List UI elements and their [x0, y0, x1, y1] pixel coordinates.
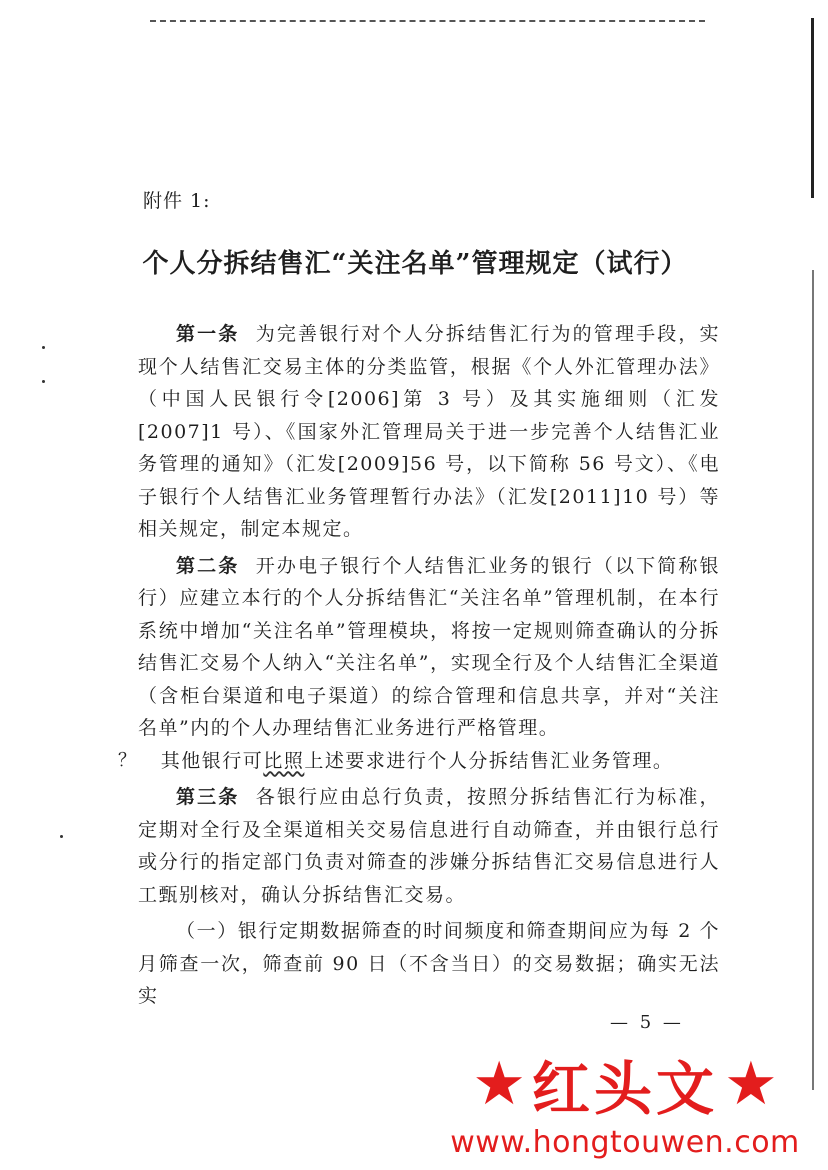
- scan-speck: [42, 380, 45, 383]
- supplement-text-post: 上述要求进行个人分拆结售汇业务管理。: [304, 749, 674, 772]
- article-3-item-1: [138, 915, 720, 1013]
- article-number: 第二条: [176, 554, 240, 577]
- watermark-text: 红头文: [531, 1055, 718, 1123]
- scan-speck: [42, 346, 45, 349]
- article-2-supplement: [118, 745, 720, 778]
- watermark-title: [430, 1045, 820, 1123]
- document-title: 个人分拆结售汇“关注名单”管理规定（试行）: [142, 249, 688, 279]
- attachment-label: 附件 1:: [143, 190, 211, 212]
- star-icon: ★: [472, 1049, 526, 1119]
- supplement-text-pre: 其他银行可: [160, 749, 264, 772]
- top-dashed-rule: [150, 20, 705, 22]
- article-text: 开办电子银行个人结售汇业务的银行（以下简称银行）应建立本行的个人分拆结售汇“关注名单”管理机制，在本行系统中增加“关注名单”管理模块，将按一定规则筛查确认的分拆结售汇交易个人纳入“关注名单”，实现全行及个人结售汇全渠道（含柜台渠道和电子渠道）的综合管理和信息共享，并对“关注名单”内的个人办理结售汇业务进行严格管理。: [138, 554, 720, 739]
- watermark: [430, 1045, 820, 1165]
- scan-edge-mark-lower: [812, 270, 814, 1090]
- star-icon: ★: [724, 1049, 778, 1119]
- wavy-underlined-text: 比照: [263, 749, 305, 772]
- article-text: 各银行应由总行负责，按照分拆结售汇行为标准，定期对全行及全渠道相关交易信息进行自动筛查，并由银行总行或分行的指定部门负责对筛查的涉嫌分拆结售汇交易信息进行人工甄别核对，确认分拆结售汇交易。: [138, 786, 720, 906]
- article-3: [138, 781, 720, 911]
- article-1: [138, 318, 720, 546]
- article-number: 第三条: [176, 786, 240, 808]
- scan-edge-mark: [811, 18, 814, 198]
- page-number: — 5 —: [610, 1012, 684, 1033]
- article-text: 为完善银行对个人分拆结售汇行为的管理手段，实现个人结售汇交易主体的分类监管，根据《个人外汇管理办法》（中国人民银行令[2006]第 3 号）及其实施细则（汇发[2007]1 号）、《国家外汇管理局关于进一步完善个人结售汇业务管理的通知》（汇发[2009]56 号，以下简称 56 号文）、《电子银行个人结售汇业务管理暂行办法》（汇发[2011]10 号）等相关规定，制定本规定。: [138, 323, 720, 540]
- scan-speck: [60, 835, 63, 838]
- article-number: 第一条: [176, 323, 240, 345]
- handwritten-question-mark: ？: [118, 749, 138, 771]
- watermark-url: www.hongtouwen.com: [450, 1125, 800, 1160]
- article-2: [138, 550, 720, 745]
- document-body: [118, 318, 720, 1013]
- item-text: （一）银行定期数据筛查的时间频度和筛查期间应为每 2 个月筛查一次，筛查前 90 日（不含当日）的交易数据；确实无法实: [138, 920, 720, 1007]
